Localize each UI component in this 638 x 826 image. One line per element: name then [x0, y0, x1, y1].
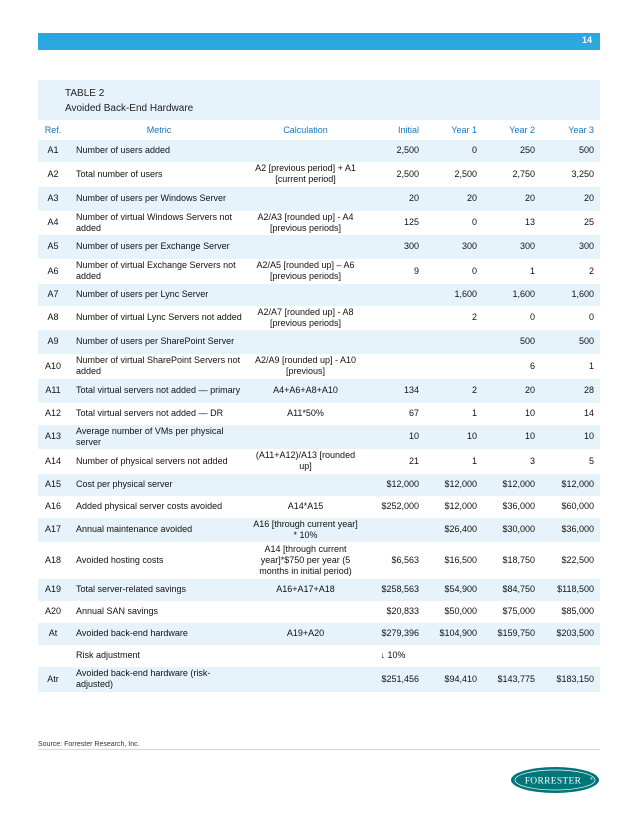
metric-cell: Number of virtual SharePoint Servers not added: [72, 354, 250, 379]
ref-cell: A6: [38, 259, 72, 284]
initial-cell: [365, 518, 425, 543]
year1-cell: 20: [425, 187, 483, 211]
year2-cell: $12,000: [483, 474, 541, 496]
table-row: [38, 162, 600, 187]
ref-cell: A14: [38, 449, 72, 474]
calculation-cell: A14*A15: [250, 496, 365, 518]
metric-cell: Annual maintenance avoided: [72, 518, 250, 543]
year3-cell: 2: [541, 259, 600, 284]
calculation-cell: A2/A7 [rounded up] - A8 [previous periods]: [250, 306, 365, 331]
metric-cell: Avoided hosting costs: [72, 542, 250, 579]
table-caption: [38, 80, 600, 120]
initial-cell: 2,500: [365, 162, 425, 187]
year2-cell: $75,000: [483, 601, 541, 623]
year2-cell: 20: [483, 187, 541, 211]
table-header-row: [38, 122, 600, 140]
year1-cell: 0: [425, 211, 483, 236]
page-header-bar: [38, 33, 600, 50]
year3-cell: $118,500: [541, 579, 600, 601]
table-row: [38, 379, 600, 403]
header-initial: Initial: [397, 125, 419, 136]
metric-cell: Total number of users: [72, 162, 250, 187]
year1-cell: $16,500: [425, 542, 483, 579]
year2-cell: $30,000: [483, 518, 541, 543]
metric-cell: Average number of VMs per physical server: [72, 425, 250, 450]
year1-cell: $104,900: [425, 623, 483, 645]
year1-cell: 300: [425, 235, 483, 259]
year3-cell: $203,500: [541, 623, 600, 645]
calculation-cell: A2/A9 [rounded up] - A10 [previous]: [250, 354, 365, 379]
metric-cell: Number of physical servers not added: [72, 449, 250, 474]
table-row: [38, 579, 600, 601]
year3-cell: $22,500: [541, 542, 600, 579]
initial-cell: $12,000: [365, 474, 425, 496]
year2-cell: $159,750: [483, 623, 541, 645]
initial-cell: $251,456: [365, 667, 425, 692]
calculation-cell: A2/A5 [rounded up] – A6 [previous periods]: [250, 259, 365, 284]
year3-cell: 1,600: [541, 284, 600, 306]
year1-cell: 0: [425, 140, 483, 162]
year3-cell: 10: [541, 425, 600, 450]
initial-cell: [365, 330, 425, 354]
year1-cell: $50,000: [425, 601, 483, 623]
metric-cell: Number of users per Exchange Server: [72, 235, 250, 259]
year1-cell: 0: [425, 259, 483, 284]
metric-cell: Number of users added: [72, 140, 250, 162]
table-row: [38, 425, 600, 450]
metric-cell: Total server-related savings: [72, 579, 250, 601]
year2-cell: 20: [483, 379, 541, 403]
year3-cell: 20: [541, 187, 600, 211]
year1-cell: 10: [425, 425, 483, 450]
year3-cell: 300: [541, 235, 600, 259]
table-row: [38, 259, 600, 284]
year2-cell: $84,750: [483, 579, 541, 601]
avoided-hardware-table: [38, 122, 600, 692]
year1-cell: $54,900: [425, 579, 483, 601]
initial-cell: 21: [365, 449, 425, 474]
year3-cell: 0: [541, 306, 600, 331]
year1-cell: 2: [425, 306, 483, 331]
initial-cell: 10: [365, 425, 425, 450]
calculation-cell: A16 [through current year] * 10%: [250, 518, 365, 543]
year2-cell: 250: [483, 140, 541, 162]
metric-cell: Number of virtual Lync Servers not added: [72, 306, 250, 331]
ref-cell: Atr: [38, 667, 72, 692]
calculation-cell: A2 [previous period] + A1 [current period]: [250, 162, 365, 187]
ref-cell: A15: [38, 474, 72, 496]
ref-cell: A5: [38, 235, 72, 259]
metric-cell: Number of users per Windows Server: [72, 187, 250, 211]
header-ref: Ref.: [44, 125, 62, 136]
initial-cell: [365, 284, 425, 306]
table-row: [38, 645, 600, 667]
metric-cell: Risk adjustment: [72, 645, 250, 667]
initial-cell: 67: [365, 403, 425, 425]
ref-cell: A3: [38, 187, 72, 211]
calculation-cell: [250, 187, 365, 211]
year3-cell: $183,150: [541, 667, 600, 692]
table-row: [38, 403, 600, 425]
table-row: [38, 284, 600, 306]
ref-cell: A18: [38, 542, 72, 579]
calculation-cell: [250, 645, 365, 667]
year1-cell: 1: [425, 403, 483, 425]
table-row: [38, 306, 600, 331]
ref-cell: A19: [38, 579, 72, 601]
year3-cell: 500: [541, 140, 600, 162]
ref-cell: A2: [38, 162, 72, 187]
table-row: [38, 354, 600, 379]
initial-cell: $252,000: [365, 496, 425, 518]
ref-cell: [38, 645, 72, 667]
year3-cell: $12,000: [541, 474, 600, 496]
year1-cell: 1: [425, 449, 483, 474]
initial-cell: 20: [365, 187, 425, 211]
year2-cell: 6: [483, 354, 541, 379]
year3-cell: 500: [541, 330, 600, 354]
year3-cell: 1: [541, 354, 600, 379]
calculation-cell: A2/A3 [rounded up] - A4 [previous periods]: [250, 211, 365, 236]
table-row: [38, 601, 600, 623]
year3-cell: $85,000: [541, 601, 600, 623]
metric-cell: Avoided back-end hardware: [72, 623, 250, 645]
year2-cell: $18,750: [483, 542, 541, 579]
metric-cell: Avoided back-end hardware (risk-adjusted): [72, 667, 250, 692]
header-year3: Year 3: [568, 125, 594, 136]
year2-cell: 1,600: [483, 284, 541, 306]
table-title: Avoided Back-End Hardware: [65, 103, 194, 114]
ref-cell: A8: [38, 306, 72, 331]
calculation-cell: [250, 474, 365, 496]
metric-cell: Annual SAN savings: [72, 601, 250, 623]
forrester-logo: [510, 766, 600, 794]
table-row: [38, 667, 600, 692]
table-row: [38, 140, 600, 162]
year3-cell: 25: [541, 211, 600, 236]
initial-cell: 134: [365, 379, 425, 403]
calculation-cell: [250, 140, 365, 162]
initial-cell: 125: [365, 211, 425, 236]
year1-cell: $94,410: [425, 667, 483, 692]
year3-cell: 28: [541, 379, 600, 403]
initial-cell: 2,500: [365, 140, 425, 162]
calculation-cell: [250, 601, 365, 623]
metric-cell: Cost per physical server: [72, 474, 250, 496]
calculation-cell: [250, 235, 365, 259]
header-metric: Metric: [146, 125, 172, 136]
calculation-cell: A16+A17+A18: [250, 579, 365, 601]
ref-cell: A11: [38, 379, 72, 403]
metric-cell: Added physical server costs avoided: [72, 496, 250, 518]
metric-cell: Number of virtual Windows Servers not added: [72, 211, 250, 236]
year3-cell: 3,250: [541, 162, 600, 187]
table-row: [38, 496, 600, 518]
ref-cell: A16: [38, 496, 72, 518]
year1-cell: $12,000: [425, 496, 483, 518]
year1-cell: 2: [425, 379, 483, 403]
year1-cell: [425, 330, 483, 354]
year2-cell: 500: [483, 330, 541, 354]
ref-cell: A1: [38, 140, 72, 162]
year1-cell: 1,600: [425, 284, 483, 306]
header-calculation: Calculation: [283, 125, 328, 136]
table-number: TABLE 2: [65, 88, 105, 99]
ref-cell: A12: [38, 403, 72, 425]
calculation-cell: A4+A6+A8+A10: [250, 379, 365, 403]
ref-cell: A13: [38, 425, 72, 450]
logo-text: FORRESTER: [524, 776, 582, 787]
year2-cell: 1: [483, 259, 541, 284]
initial-cell: $20,833: [365, 601, 425, 623]
calculation-cell: [250, 330, 365, 354]
source-note: Source: Forrester Research, Inc.: [38, 741, 140, 748]
year2-cell: 300: [483, 235, 541, 259]
initial-cell: $258,563: [365, 579, 425, 601]
logo-registered-mark: ®: [590, 776, 593, 781]
table-row: [38, 211, 600, 236]
year3-cell: 14: [541, 403, 600, 425]
year2-cell: $143,775: [483, 667, 541, 692]
calculation-cell: [250, 284, 365, 306]
year1-cell: [425, 354, 483, 379]
initial-cell: [365, 306, 425, 331]
year1-cell: 2,500: [425, 162, 483, 187]
calculation-cell: A19+A20: [250, 623, 365, 645]
year1-cell: [425, 645, 483, 667]
year3-cell: 5: [541, 449, 600, 474]
year1-cell: $12,000: [425, 474, 483, 496]
initial-cell: [365, 354, 425, 379]
ref-cell: A10: [38, 354, 72, 379]
risk-adjustment-cell: ↓ 10%: [365, 645, 425, 667]
year1-cell: $26,400: [425, 518, 483, 543]
initial-cell: $279,396: [365, 623, 425, 645]
table-row: [38, 235, 600, 259]
calculation-cell: [250, 425, 365, 450]
initial-cell: 9: [365, 259, 425, 284]
year2-cell: 3: [483, 449, 541, 474]
table-row: [38, 518, 600, 543]
metric-cell: Number of users per Lync Server: [72, 284, 250, 306]
ref-cell: A9: [38, 330, 72, 354]
year2-cell: 13: [483, 211, 541, 236]
table-row: [38, 542, 600, 579]
table-row: [38, 623, 600, 645]
table-row: [38, 330, 600, 354]
calculation-cell: (A11+A12)/A13 [rounded up]: [250, 449, 365, 474]
year2-cell: $36,000: [483, 496, 541, 518]
calculation-cell: A14 [through current year]*$750 per year (5 months in initial period): [250, 542, 365, 579]
metric-cell: Total virtual servers not added — DR: [72, 403, 250, 425]
calculation-cell: [250, 667, 365, 692]
metric-cell: Total virtual servers not added — primary: [72, 379, 250, 403]
ref-cell: At: [38, 623, 72, 645]
footer-divider: [38, 749, 600, 750]
calculation-cell: A11*50%: [250, 403, 365, 425]
year2-cell: 2,750: [483, 162, 541, 187]
year2-cell: 10: [483, 425, 541, 450]
table-row: [38, 474, 600, 496]
year2-cell: [483, 645, 541, 667]
header-year2: Year 2: [509, 125, 535, 136]
year3-cell: $60,000: [541, 496, 600, 518]
initial-cell: $6,563: [365, 542, 425, 579]
year3-cell: [541, 645, 600, 667]
year2-cell: 0: [483, 306, 541, 331]
ref-cell: A17: [38, 518, 72, 543]
page-number: 14: [581, 35, 592, 45]
metric-cell: Number of users per SharePoint Server: [72, 330, 250, 354]
table-row: [38, 187, 600, 211]
ref-cell: A7: [38, 284, 72, 306]
table-row: [38, 449, 600, 474]
year2-cell: 10: [483, 403, 541, 425]
metric-cell: Number of virtual Exchange Servers not added: [72, 259, 250, 284]
ref-cell: A20: [38, 601, 72, 623]
ref-cell: A4: [38, 211, 72, 236]
year3-cell: $36,000: [541, 518, 600, 543]
initial-cell: 300: [365, 235, 425, 259]
header-year1: Year 1: [451, 125, 477, 136]
